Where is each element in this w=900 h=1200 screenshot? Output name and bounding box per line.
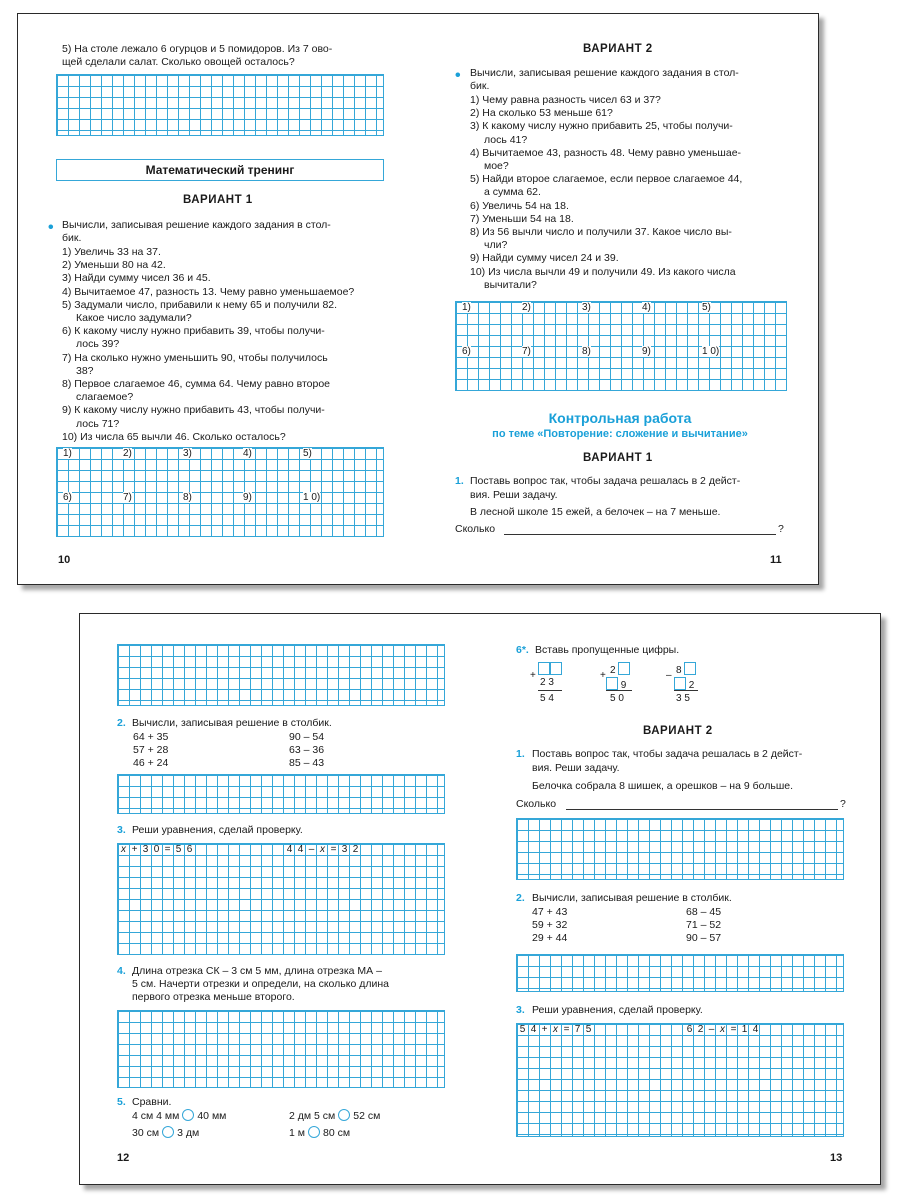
grid-task-label: 3) <box>582 302 591 313</box>
digit-puzzle-1 <box>530 662 570 708</box>
result: 3 5 <box>676 693 690 704</box>
equation-cell: x <box>553 1024 558 1035</box>
training-title: Математический тренинг <box>56 159 384 181</box>
expr-left-1: 64 + 35 <box>133 731 169 743</box>
equation-cell: 6 <box>686 1024 693 1035</box>
blank-digit-box[interactable] <box>538 662 550 675</box>
compare-circle[interactable] <box>308 1126 320 1138</box>
grid-task-label: 1 0) <box>303 492 321 503</box>
grid-task-label: 4) <box>243 448 252 459</box>
equation-cell: 3 <box>142 844 149 855</box>
equation-cell: 4 <box>752 1024 759 1035</box>
task4-line1: Длина отрезка СК – 3 см 5 мм, длина отрезка МА – <box>132 965 382 977</box>
grid-labels <box>455 301 789 391</box>
question-mark: ? <box>840 798 846 810</box>
expr-right-3: 90 – 57 <box>686 932 722 944</box>
question-mark: ? <box>778 523 784 535</box>
control-subtitle: по теме «Повторение: сложение и вычитание» <box>492 428 748 440</box>
answer-grid <box>117 644 445 706</box>
expr-left-2: 57 + 28 <box>133 744 169 756</box>
equation-cell: = <box>563 1024 570 1035</box>
blank-digit-box[interactable] <box>674 677 686 690</box>
expr-right-3: 85 – 43 <box>289 757 325 769</box>
grid-task-label: 4) <box>642 302 651 313</box>
task5-number: 5. <box>117 1096 126 1108</box>
exercise-item-5-cont: Какое число задумали? <box>76 312 192 324</box>
task3-number: 3. <box>117 824 126 836</box>
task1-line1: Поставь вопрос так, чтобы задача решалась в 2 дейст- <box>470 475 741 487</box>
blank-digit-box[interactable] <box>684 662 696 675</box>
equation-cell: 2 <box>352 844 359 855</box>
spread-pages-10-11 <box>17 13 819 585</box>
answer-grid <box>117 774 445 814</box>
question-prefix: Сколько <box>516 798 557 810</box>
equation-cell: + <box>131 844 138 855</box>
blank-digit-box[interactable] <box>550 662 562 675</box>
expr-left-3: 29 + 44 <box>532 932 568 944</box>
grid-task-label: 5) <box>303 448 312 459</box>
expr-right-2: 63 – 36 <box>289 744 325 756</box>
digit: 8 <box>676 665 682 676</box>
exercise-item-6: 6) Увеличь 54 на 18. <box>470 199 569 212</box>
exercise-item-3-cont: лось 41? <box>484 133 528 146</box>
task3-number: 3. <box>516 1004 525 1016</box>
digit: 2 <box>610 665 616 676</box>
digit: 9 <box>620 680 627 691</box>
task3-text: Реши уравнения, сделай проверку. <box>132 824 303 836</box>
sum-line <box>606 690 632 691</box>
blank-digit-box[interactable] <box>618 662 630 675</box>
compare-circle[interactable] <box>338 1109 350 1121</box>
blank-digit-box[interactable] <box>606 677 618 690</box>
grid-task-label: 8) <box>582 346 591 357</box>
exercise-item-4: 4) Вычитаемое 43, разность 48. Чему равно уменьшае- <box>470 146 742 159</box>
expr-left-1: 47 + 43 <box>532 906 568 918</box>
result: 5 0 <box>610 693 624 704</box>
exercise-item-1: 1) Чему равна разность чисел 63 и 37? <box>470 94 661 106</box>
equation-cell: 4 <box>530 1024 537 1035</box>
minus-sign: – <box>666 670 672 681</box>
exercise-item-2: 2) Уменьши 80 на 42. <box>62 259 166 272</box>
page-number: 11 <box>770 554 782 566</box>
grid-labels <box>56 447 386 537</box>
equation-2 <box>284 844 361 855</box>
equation-cell: 5 <box>519 1024 526 1035</box>
task1-line1: Поставь вопрос так, чтобы задача решалась в 2 дейст- <box>532 748 803 760</box>
answer-grid <box>516 818 844 880</box>
expr-right-1: 90 – 54 <box>289 731 325 743</box>
grid-task-label: 5) <box>702 302 711 313</box>
addend: 2 3 <box>540 677 554 688</box>
grid-task-label: 2) <box>522 302 531 313</box>
grid-task-label: 1) <box>63 448 72 459</box>
task6-number: 6*. <box>516 644 529 656</box>
compare-3: 30 см 3 дм <box>132 1127 200 1139</box>
exercise-item-3: 3) Найди сумму чисел 36 и 45. <box>62 272 211 285</box>
digit-puzzle-3 <box>666 662 706 708</box>
page-number: 10 <box>58 554 71 566</box>
drawing-grid <box>117 1010 445 1088</box>
plus-sign: + <box>530 670 536 681</box>
equation-cell: 4 <box>286 844 293 855</box>
answer-line <box>566 809 838 810</box>
compare-2: 2 дм 5 см 52 см <box>289 1110 381 1122</box>
equation-cell: = <box>730 1024 737 1035</box>
task6-text: Вставь пропущенные цифры. <box>535 644 680 656</box>
plus-sign: + <box>600 670 606 681</box>
equation-1 <box>517 1024 594 1035</box>
exercise-item-2: 2) На сколько 53 меньше 61? <box>470 107 613 120</box>
exercise-item-10: 10) Из числа вычли 49 и получили 49. Из какого числа <box>470 265 736 278</box>
exercise-item-8-cont: чли? <box>484 239 508 252</box>
task1-story: Белочка собрала 8 шишек, а орешков – на 9 больше. <box>532 780 794 792</box>
task4-number: 4. <box>117 965 126 977</box>
equation-cell: x <box>720 1024 725 1035</box>
exercise-item-6-cont: лось 39? <box>76 338 120 351</box>
task4-line3: первого отрезка меньше второго. <box>132 991 295 1003</box>
equation-cell: 7 <box>574 1024 581 1035</box>
compare-1: 4 см 4 мм 40 мм <box>132 1110 227 1122</box>
grid-task-label: 1 0) <box>702 346 720 357</box>
equation-cell: 3 <box>341 844 348 855</box>
spread-pages-12-13 <box>79 613 881 1185</box>
expr-right-1: 68 – 45 <box>686 906 722 918</box>
grid-task-label: 9) <box>642 346 651 357</box>
task5-line2: щей сделали салат. Сколько овощей осталось? <box>62 56 295 68</box>
exercise-item-9: 9) К какому числу нужно прибавить 43, чтобы получи- <box>62 404 325 417</box>
grid-task-label: 7) <box>522 346 531 357</box>
task2-text: Вычисли, записывая решение в столбик. <box>132 717 332 729</box>
difference-line <box>674 690 698 691</box>
equation-cell: x <box>320 844 325 855</box>
exercise-item-10-cont: вычитали? <box>484 278 537 291</box>
variant-2-heading: ВАРИАНТ 2 <box>583 43 653 55</box>
exercise-item-8: 8) Первое слагаемое 46, сумма 64. Чему равно второе <box>62 378 331 390</box>
grid-task-label: 3) <box>183 448 192 459</box>
intro-line2: бик. <box>62 232 82 244</box>
exercise-item-8: 8) Из 56 вычли число и получили 37. Какое число вы- <box>470 226 732 238</box>
intro-line2: бик. <box>470 80 490 92</box>
equation-cell: 5 <box>175 844 182 855</box>
equation-cell: 2 <box>697 1024 704 1035</box>
compare-circle[interactable] <box>162 1126 174 1138</box>
variant-2-heading: ВАРИАНТ 2 <box>643 725 713 737</box>
task1-story: В лесной школе 15 ежей, а белочек – на 7 меньше. <box>470 506 721 518</box>
task4-line2: 5 см. Начерти отрезки и определи, на сколько длина <box>132 978 389 990</box>
exercise-item-6: 6) К какому числу нужно прибавить 39, чтобы получи- <box>62 325 325 338</box>
task1-line2: вия. Реши задачу. <box>532 762 620 774</box>
intro-bullet: • <box>48 219 54 236</box>
intro-bullet: • <box>455 67 461 84</box>
equation-cell: = <box>164 844 171 855</box>
exercise-item-9: 9) Найди сумму чисел 24 и 39. <box>470 252 619 265</box>
page-number: 13 <box>830 1152 843 1164</box>
grid-task-label: 6) <box>462 346 471 357</box>
question-prefix: Сколько <box>455 523 496 535</box>
exercise-item-3: 3) К какому числу нужно прибавить 25, чтобы получи- <box>470 120 733 133</box>
answer-line <box>504 534 776 535</box>
task2-text: Вычисли, записывая решение в столбик. <box>532 892 732 904</box>
expr-left-2: 59 + 32 <box>532 919 568 931</box>
exercise-item-7: 7) На сколько нужно уменьшить 90, чтобы получилось <box>62 351 328 364</box>
grid-task-label: 2) <box>123 448 132 459</box>
control-title: Контрольная работа <box>548 410 692 426</box>
grid-task-label: 8) <box>183 492 192 503</box>
exercise-item-7-cont: 38? <box>76 364 94 377</box>
task1-line2: вия. Реши задачу. <box>470 489 558 501</box>
exercise-item-5-cont: а сумма 62. <box>484 186 541 199</box>
expr-right-2: 71 – 52 <box>686 919 722 931</box>
page-number: 12 <box>117 1152 130 1164</box>
equation-1 <box>118 844 195 855</box>
equation-cell: 4 <box>297 844 304 855</box>
equation-grid <box>117 843 445 955</box>
grid-task-label: 7) <box>123 492 132 503</box>
task3-text: Реши уравнения, сделай проверку. <box>532 1004 703 1016</box>
equation-cell: – <box>308 844 315 855</box>
digit: 2 <box>688 680 695 691</box>
result: 5 4 <box>540 693 554 704</box>
equation-cell: 6 <box>186 844 193 855</box>
digit-puzzle-2 <box>600 662 640 708</box>
variant-1-heading: ВАРИАНТ 1 <box>583 452 653 464</box>
equation-cell: + <box>541 1024 548 1035</box>
compare-circle[interactable] <box>182 1109 194 1121</box>
variant-1-heading: ВАРИАНТ 1 <box>183 194 253 206</box>
task1-number: 1. <box>516 748 525 760</box>
exercise-item-5: 5) Найди второе слагаемое, если первое слагаемое 44, <box>470 173 743 186</box>
equation-cell: 5 <box>585 1024 592 1035</box>
grid-task-label: 1) <box>462 302 471 313</box>
intro-line1: Вычисли, записывая решение каждого задания в стол- <box>62 219 331 231</box>
equation-2 <box>684 1024 761 1035</box>
equation-cell: 1 <box>741 1024 748 1035</box>
equation-grid <box>516 1023 844 1137</box>
task2-number: 2. <box>516 892 525 904</box>
exercise-item-5: 5) Задумали число, прибавили к нему 65 и получили 82. <box>62 298 338 311</box>
exercise-item-10: 10) Из числа 65 вычли 46. Сколько осталось? <box>62 430 286 443</box>
grid-task-label: 6) <box>63 492 72 503</box>
exercise-item-8-cont: слагаемое? <box>76 391 134 404</box>
sum-line <box>538 690 562 691</box>
exercise-item-4-cont: мое? <box>484 160 509 172</box>
grid-task-label: 9) <box>243 492 252 503</box>
equation-cell: x <box>121 844 126 855</box>
equation-cell: – <box>708 1024 715 1035</box>
compare-4: 1 м 80 см <box>289 1127 351 1139</box>
exercise-item-1: 1) Увеличь 33 на 37. <box>62 246 161 258</box>
intro-line1: Вычисли, записывая решение каждого задания в стол- <box>470 67 739 79</box>
task5-text: Сравни. <box>132 1096 172 1108</box>
task1-number: 1. <box>455 475 464 487</box>
equation-cell: 0 <box>153 844 160 855</box>
exercise-item-9-cont: лось 71? <box>76 417 120 430</box>
task2-number: 2. <box>117 717 126 729</box>
answer-grid <box>516 954 844 992</box>
equation-cell: = <box>330 844 337 855</box>
exercise-item-4: 4) Вычитаемое 47, разность 13. Чему равно уменьшаемое? <box>62 285 355 298</box>
exercise-item-7: 7) Уменьши 54 на 18. <box>470 212 574 225</box>
task5-line1: 5) На столе лежало 6 огурцов и 5 помидоров. Из 7 ово- <box>62 43 333 55</box>
expr-left-3: 46 + 24 <box>133 757 169 769</box>
answer-grid <box>56 74 384 136</box>
